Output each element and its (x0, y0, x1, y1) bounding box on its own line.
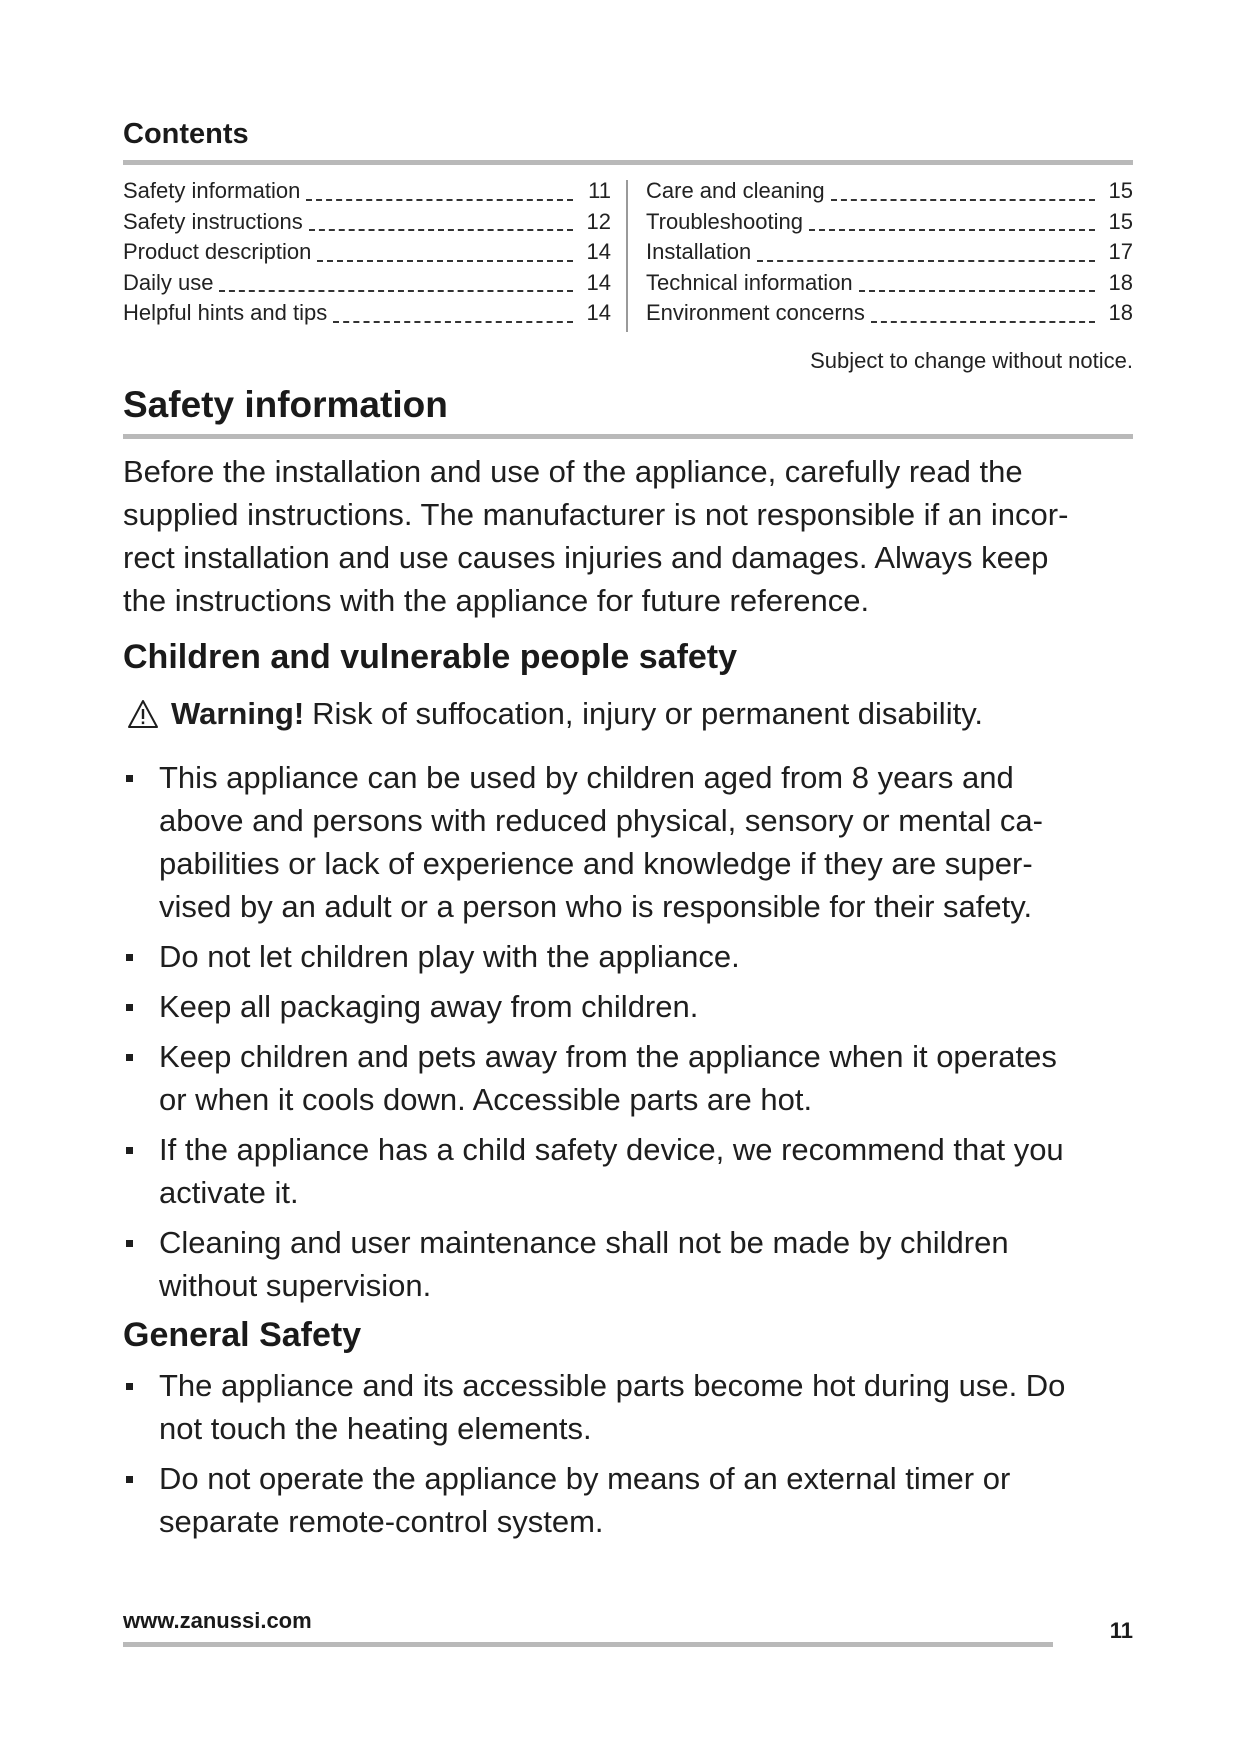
toc-left-column (123, 178, 611, 331)
toc-entry[interactable]: Troubleshooting 15 (646, 208, 1133, 234)
change-notice: Subject to change without notice. (810, 348, 1133, 373)
toc-entry[interactable]: Daily use 14 (123, 269, 611, 295)
list-item: Cleaning and user maintenance shall not be made by children without supervision. (123, 1221, 1133, 1307)
toc-entry[interactable]: Care and cleaning 15 (646, 178, 1133, 203)
general-safety-list (123, 1364, 1133, 1550)
toc-divider (626, 180, 628, 332)
list-item: Keep all packaging away from children. (123, 985, 1133, 1028)
safety-intro-paragraph: Before the installation and use of the appliance, carefully read the supplied instructions. The manufacturer is not responsible if an incor- rect installation and use causes injuries and damages. Always keep the instructions with the appliance for future reference. (123, 454, 1069, 618)
safety-rule (123, 434, 1133, 439)
footer-rule (123, 1642, 1053, 1647)
toc-entry[interactable]: Installation 17 (646, 239, 1133, 264)
general-safety-heading: General Safety (123, 1316, 362, 1354)
table-of-contents (123, 178, 1133, 332)
toc-entry[interactable]: Product description 14 (123, 239, 611, 264)
warning-text: Risk of suffocation, injury or permanent disability. (312, 696, 984, 731)
children-safety-list (123, 756, 1133, 1314)
contents-title: Contents (123, 118, 249, 150)
toc-right-column (646, 178, 1133, 331)
list-item: If the appliance has a child safety device, we recommend that you activate it. (123, 1128, 1133, 1214)
children-safety-heading: Children and vulnerable people safety (123, 638, 738, 676)
footer-website-link[interactable]: www.zanussi.com (123, 1608, 312, 1633)
toc-entry[interactable]: Safety information 11 (123, 178, 611, 203)
list-item: Do not let children play with the appliance. (123, 935, 1133, 978)
list-item: This appliance can be used by children aged from 8 years and above and persons with reduced physical, sensory or mental ca- pabilities or lack of experience and knowledge if they are super- vised by an adult or a person who is responsible for their safety. (123, 756, 1133, 928)
contents-rule (123, 160, 1133, 165)
toc-entry[interactable]: Safety instructions 12 (123, 208, 611, 234)
warning-label: Warning! (171, 696, 305, 731)
warning-triangle-icon (127, 699, 159, 729)
list-item: The appliance and its accessible parts become hot during use. Do not touch the heating elements. (123, 1364, 1133, 1450)
toc-entry[interactable]: Helpful hints and tips 14 (123, 300, 611, 325)
list-item: Do not operate the appliance by means of an external timer or separate remote-control system. (123, 1457, 1133, 1543)
toc-entry[interactable]: Technical information 18 (646, 269, 1133, 295)
safety-information-heading: Safety information (123, 384, 448, 425)
toc-entry[interactable]: Environment concerns 18 (646, 300, 1133, 325)
warning-notice (127, 696, 983, 732)
list-item: Keep children and pets away from the appliance when it operates or when it cools down. Accessible parts are hot. (123, 1035, 1133, 1121)
page-number: 11 (1109, 1618, 1133, 1643)
